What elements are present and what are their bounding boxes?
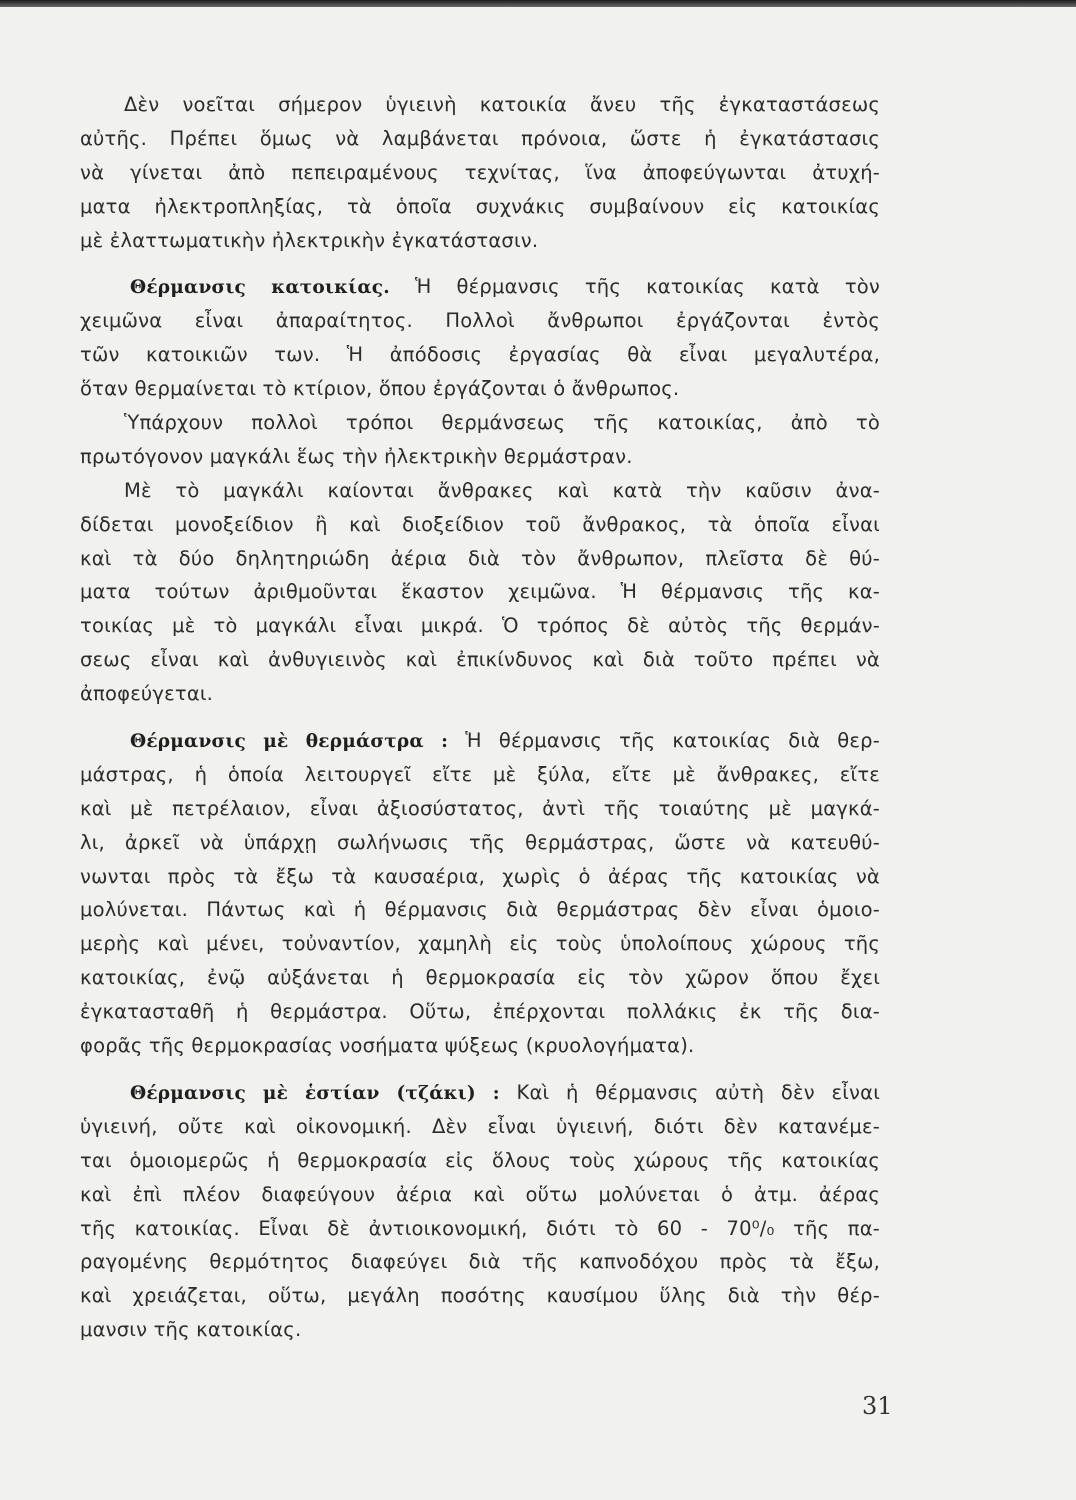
scan-top-edge [0, 0, 1076, 7]
paragraph-line: ραγομένης θερμότητος διαφεύγει διὰ τῆς καπνοδόχου πρὸς τὰ ἔξω, [80, 1250, 880, 1274]
paragraph-line: ἀποφεύγεται. [80, 682, 214, 706]
paragraph-line: μανσιν τῆς κατοικίας. [80, 1318, 302, 1342]
paragraph-line: φορᾶς τῆς θερμοκρασίας νοσήματα ψύξεως (κρυολογήματα). [80, 1034, 695, 1058]
paragraph-line [80, 724, 880, 758]
paragraph-line: μὲ ἐλαττωματικὴν ἠλεκτρικὴν ἐγκατάστασιν. [80, 228, 539, 252]
section-heading-stove: Θέρμανσις μὲ θερμάστρα : [130, 731, 449, 753]
section-heading-fireplace: Θέρμανσις μὲ ἑστίαν (τζάκι) : [130, 1082, 500, 1104]
paragraph-line: καὶ χρειάζεται, οὕτω, μεγάλη ποσότης καυσίμου ὕλης διὰ τὴν θέρ- [80, 1284, 880, 1308]
paragraph-line-text: Ἡ θέρμανσις τῆς κατοικίας κατὰ τὸν [414, 275, 880, 299]
paragraph-line: δίδεται μονοξείδιον ἢ καὶ διοξείδιον τοῦ ἄνθρακος, τὰ ὁποῖα εἶναι [80, 512, 880, 536]
paragraph-line [80, 270, 880, 304]
paragraph-line-text: Καὶ ἡ θέρμανσις αὐτὴ δὲν εἶναι [516, 1080, 880, 1104]
paragraph-line: πρωτόγονον μαγκάλι ἕως τὴν ἠλεκτρικὴν θερμάστραν. [80, 444, 633, 468]
paragraph-line: καὶ μὲ πετρέλαιον, εἶναι ἀξιοσύστατος, ἀντὶ τῆς τοιαύτης μὲ μαγκά- [80, 796, 880, 820]
paragraph-line: μολύνεται. Πάντως καὶ ἡ θέρμανσις διὰ θερμάστρας δὲν εἶναι ὁμοιο- [80, 898, 880, 922]
paragraph-line-text: Ἡ θέρμανσις τῆς κατοικίας διὰ θερ- [465, 729, 880, 753]
paragraph-line: μάστρας, ἡ ὁποία λειτουργεῖ εἴτε μὲ ξύλα, εἴτε μὲ ἄνθρακες, εἴτε [80, 762, 880, 786]
paragraph-line: νὰ γίνεται ἀπὸ πεπειραμένους τεχνίτας, ἵνα ἀποφεύγωνται ἀτυχή- [80, 160, 880, 184]
page-body [80, 88, 880, 1347]
paragraph-line: ἐγκατασταθῆ ἡ θερμάστρα. Οὕτω, ἐπέρχονται πολλάκις ἐκ τῆς δια- [80, 1000, 880, 1024]
paragraph-line: ὅταν θερμαίνεται τὸ κτίριον, ὅπου ἐργάζονται ὁ ἄνθρωπος. [80, 377, 680, 401]
paragraph-line [80, 1076, 880, 1110]
paragraph-line: μερὴς καὶ μένει, τοὐναντίον, χαμηλὴ εἰς τοὺς ὑπολοίπους χώρους τῆς [80, 932, 880, 956]
paragraph-line: τῆς κατοικίας. Εἶναι δὲ ἀντιοικονομική, διότι τὸ 60 - 70⁰/₀ τῆς πα- [80, 1216, 880, 1240]
paragraph-line: ματα ἠλεκτροπληξίας, τὰ ὁποῖα συχνάκις συμβαίνουν εἰς κατοικίας [80, 194, 880, 218]
paragraph-line: Ὑπάρχουν πολλοὶ τρόποι θερμάνσεως τῆς κατοικίας, ἀπὸ τὸ [124, 411, 880, 435]
paragraph-line: νωνται πρὸς τὰ ἔξω τὰ καυσαέρια, χωρὶς ὁ ἀέρας τῆς κατοικίας νὰ [80, 864, 880, 888]
paragraph-line: καὶ ἐπὶ πλέον διαφεύγουν ἀέρια καὶ οὕτω μολύνεται ὁ ἀτμ. ἀέρας [80, 1182, 880, 1206]
paragraph-line: Δὲν νοεῖται σήμερον ὑγιεινὴ κατοικία ἄνευ τῆς ἐγκαταστάσεως [124, 93, 880, 116]
paragraph-line: σεως εἶναι καὶ ἀνθυγιεινὸς καὶ ἐπικίνδυνος καὶ διὰ τοῦτο πρέπει νὰ [80, 648, 880, 672]
paragraph-line: κατοικίας, ἐνῷ αὐξάνεται ἡ θερμοκρασία εἰς τὸν χῶρον ὅπου ἔχει [80, 966, 880, 990]
paragraph-line: χειμῶνα εἶναι ἀπαραίτητος. Πολλοὶ ἄνθρωποι ἐργάζονται ἐντὸς [80, 309, 880, 333]
paragraph-line: ται ὁμοιομερῶς ἡ θερμοκρασία εἰς ὅλους τοὺς χώρους τῆς κατοικίας [80, 1148, 880, 1172]
page-number: 31 [862, 1392, 893, 1420]
paragraph-line: Μὲ τὸ μαγκάλι καίονται ἄνθρακες καὶ κατὰ τὴν καῦσιν ἀνα- [124, 478, 880, 502]
paragraph-line: τῶν κατοικιῶν των. Ἡ ἀπόδοσις ἐργασίας θὰ εἶναι μεγαλυτέρα, [80, 343, 880, 367]
paragraph-line: ὑγιεινή, οὔτε καὶ οἰκονομική. Δὲν εἶναι ὑγιεινή, διότι δὲν κατανέμε- [80, 1114, 880, 1138]
paragraph-line: ματα τούτων ἀριθμοῦνται ἕκαστον χειμῶνα. Ἡ θέρμανσις τῆς κα- [80, 580, 880, 604]
paragraph-line: λι, ἀρκεῖ νὰ ὑπάρχῃ σωλήνωσις τῆς θερμάστρας, ὥστε νὰ κατευθύ- [80, 830, 880, 854]
paragraph-line: καὶ τὰ δύο δηλητηριώδη ἀέρια διὰ τὸν ἄνθρωπον, πλεῖστα δὲ θύ- [80, 546, 880, 570]
paragraph-line: τοικίας μὲ τὸ μαγκάλι εἶναι μικρά. Ὁ τρόπος δὲ αὐτὸς τῆς θερμάν- [80, 614, 880, 638]
section-heading-heating: Θέρμανσις κατοικίας. [130, 277, 390, 299]
paragraph-line: αὐτῆς. Πρέπει ὅμως νὰ λαμβάνεται πρόνοια, ὥστε ἡ ἐγκατάστασις [80, 126, 880, 150]
